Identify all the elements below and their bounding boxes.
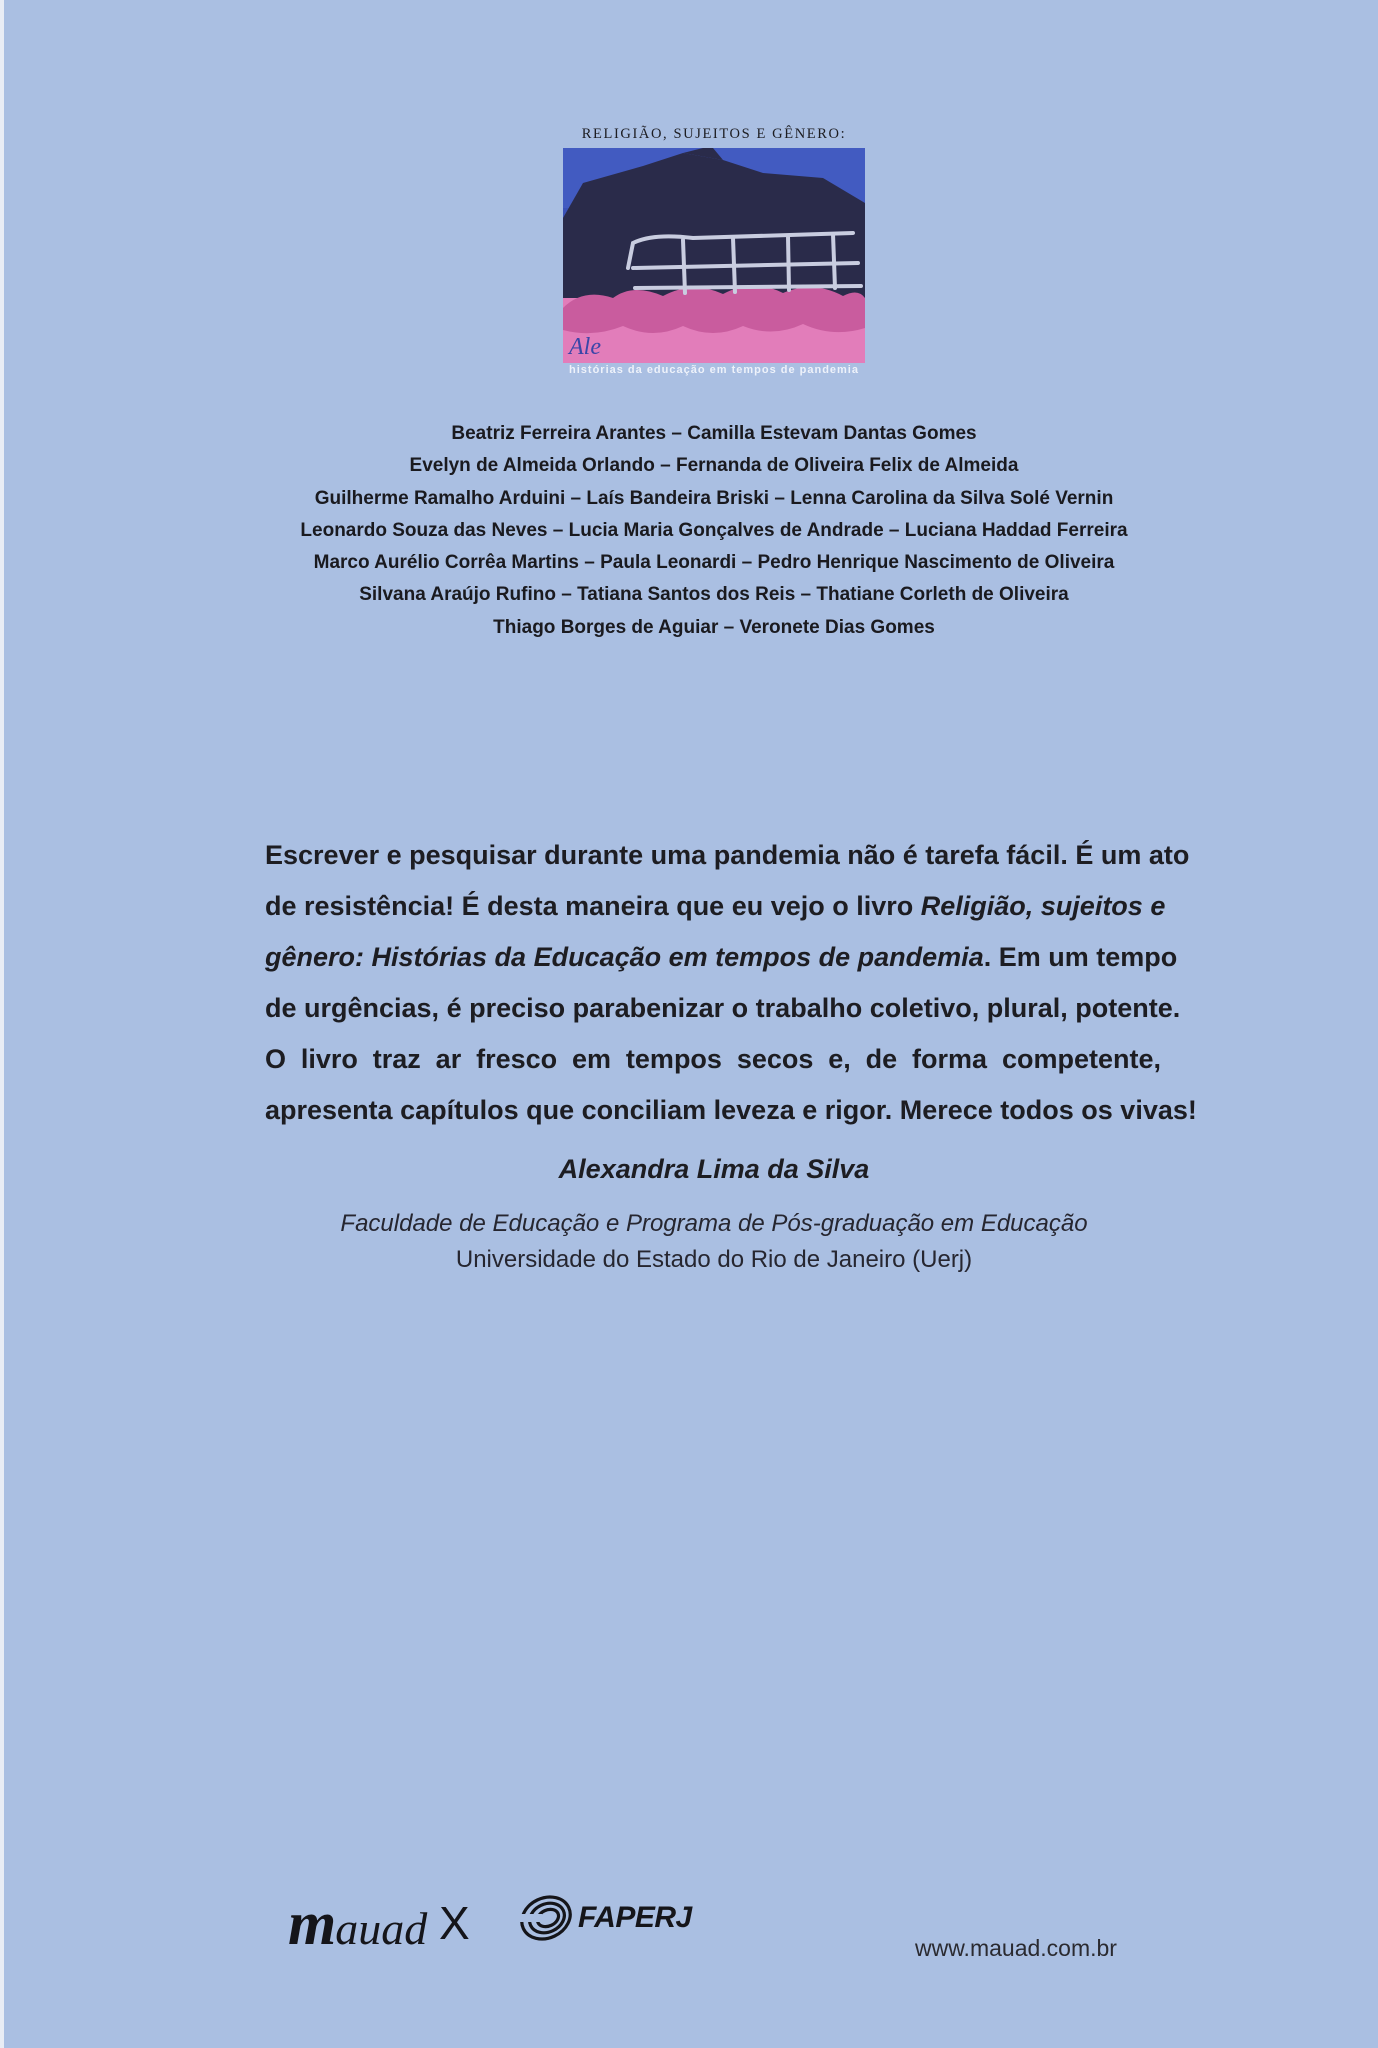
cover-series-title: RELIGIÃO, SUJEITOS E GÊNERO: [581, 126, 847, 142]
blurb-line: de urgências, é preciso parabenizar o trabalho coletivo, plural, potente. [265, 993, 1181, 1023]
cover-subtitle: histórias da educação em tempos de pandemia [569, 364, 859, 376]
art-signature: Ale [569, 334, 601, 360]
reviewer-faculty: Faculdade de Educação e Programa de Pós-graduação em Educação [340, 1210, 1088, 1237]
blurb-line: O livro traz ar fresco em tempos secos e, de forma competente, [265, 1044, 1161, 1074]
authors-list [0, 418, 1378, 644]
author-line: Marco Aurélio Corrêa Martins – Paula Leonardi – Pedro Henrique Nascimento de Oliveira [313, 552, 1115, 574]
blurb-line: de resistência! É desta maneira que eu vejo o livro Religião, sujeitos e [265, 891, 1166, 921]
faperj-logo [518, 1890, 692, 1946]
faperj-emblem-icon [518, 1892, 574, 1944]
logo-separator: X [439, 1897, 470, 1949]
blurb-line: gênero: Histórias da Educação em tempos de pandemia. Em um tempo [265, 942, 1178, 972]
author-line: Evelyn de Almeida Orlando – Fernanda de Oliveira Felix de Almeida [409, 455, 1019, 477]
mauad-logo: mauad [288, 1890, 428, 1958]
reviewer-university: Universidade do Estado do Rio de Janeiro (Uerj) [455, 1246, 973, 1273]
faperj-wordmark: FAPERJ [578, 1901, 692, 1934]
author-line: Beatriz Ferreira Arantes – Camilla Estevam Dantas Gomes [451, 423, 977, 444]
author-line: Thiago Borges de Aguiar – Veronete Dias Gomes [493, 616, 935, 638]
author-line: Leonardo Souza das Neves – Lucia Maria Gonçalves de Andrade – Luciana Haddad Ferreira [300, 519, 1128, 541]
cover-painting [563, 148, 865, 363]
blurb-line: Escrever e pesquisar durante uma pandemia não é tarefa fácil. É um ato [265, 840, 1190, 870]
blurb-paragraph [265, 830, 1197, 1136]
author-line: Silvana Araújo Rufino – Tatiana Santos dos Reis – Thatiane Corleth de Oliveira [359, 584, 1069, 606]
publisher-website[interactable]: www.mauad.com.br [915, 1935, 1117, 1961]
page-edge [0, 0, 4, 2048]
author-line: Guilherme Ramalho Arduini – Laís Bandeira Briski – Lenna Carolina da Silva Solé Vernin [314, 487, 1114, 509]
reviewer-name: Alexandra Lima da Silva [558, 1154, 870, 1184]
blurb-line: apresenta capítulos que conciliam leveza e rigor. Merece todos os vivas! [265, 1095, 1197, 1125]
